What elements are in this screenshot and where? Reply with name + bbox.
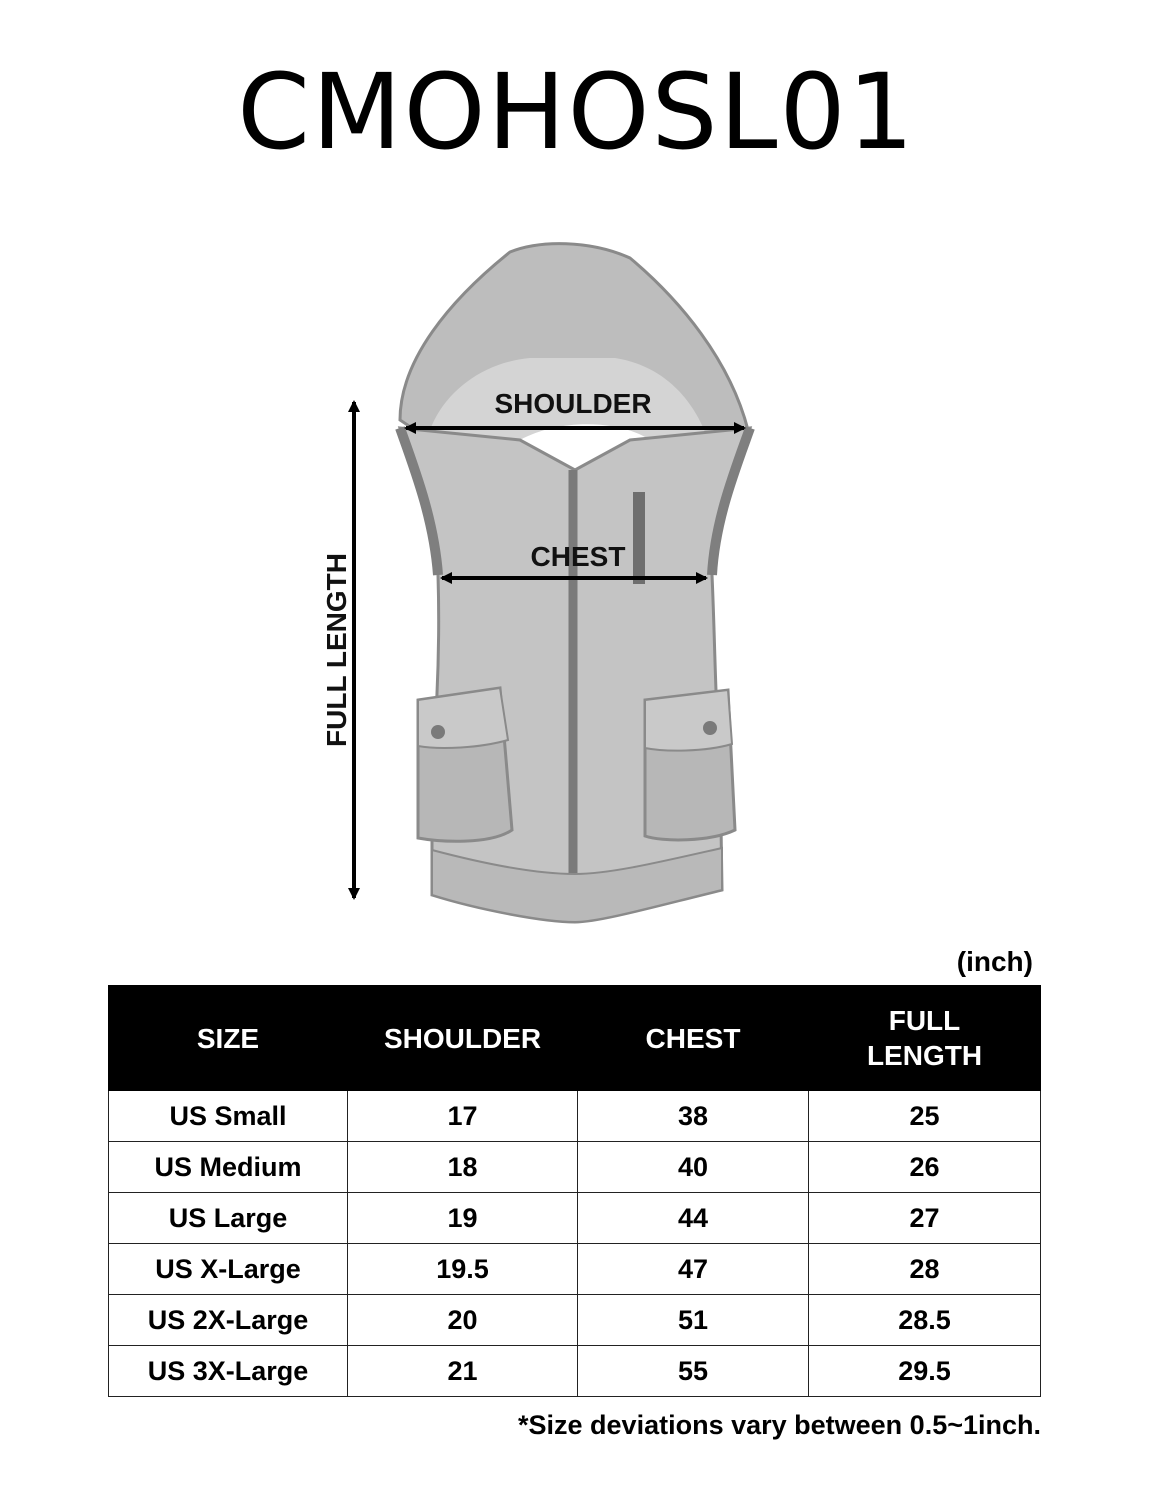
vest-pocket-right-button [703, 721, 717, 735]
table-header-row [109, 986, 1041, 1091]
table-row [109, 1091, 1041, 1142]
full-length-cell: 26 [809, 1142, 1041, 1193]
header-chest: CHEST [578, 986, 809, 1091]
table-row [109, 1346, 1041, 1397]
shoulder-cell: 18 [348, 1142, 578, 1193]
header-full-length: FULL LENGTH [809, 986, 1041, 1091]
header-size: SIZE [109, 986, 348, 1091]
table-row [109, 1244, 1041, 1295]
shoulder-cell: 17 [348, 1091, 578, 1142]
shoulder-label: SHOULDER [494, 388, 652, 419]
header-shoulder: SHOULDER [348, 986, 578, 1091]
size-deviation-note: *Size deviations vary between 0.5~1inch. [518, 1410, 1041, 1440]
full-length-cell: 27 [809, 1193, 1041, 1244]
shoulder-cell: 20 [348, 1295, 578, 1346]
vest-illustration [400, 244, 750, 922]
size-cell: US Medium [109, 1142, 348, 1193]
size-cell: US Small [109, 1091, 348, 1142]
shoulder-cell: 21 [348, 1346, 578, 1397]
size-diagram [0, 230, 1153, 950]
product-code-title: CMOHOSL01 [237, 51, 916, 173]
full-length-cell: 28 [809, 1244, 1041, 1295]
chest-cell: 38 [578, 1091, 809, 1142]
table-row [109, 1142, 1041, 1193]
chest-label: CHEST [530, 541, 626, 572]
chest-cell: 51 [578, 1295, 809, 1346]
table-row [109, 1295, 1041, 1346]
size-cell: US Large [109, 1193, 348, 1244]
shoulder-cell: 19 [348, 1193, 578, 1244]
table-row [109, 1193, 1041, 1244]
vest-pocket-right-flap [645, 690, 732, 751]
full-length-label: FULL LENGTH [321, 553, 352, 747]
vest-chest-pocket [633, 492, 645, 584]
shoulder-cell: 19.5 [348, 1244, 578, 1295]
size-cell: US X-Large [109, 1244, 348, 1295]
chest-cell: 47 [578, 1244, 809, 1295]
chest-cell: 44 [578, 1193, 809, 1244]
unit-label: (inch) [956, 946, 1033, 977]
full-length-cell: 25 [809, 1091, 1041, 1142]
full-length-cell: 29.5 [809, 1346, 1041, 1397]
vest-pocket-left-button [431, 725, 445, 739]
chest-cell: 55 [578, 1346, 809, 1397]
size-cell: US 2X-Large [109, 1295, 348, 1346]
chest-cell: 40 [578, 1142, 809, 1193]
full-length-cell: 28.5 [809, 1295, 1041, 1346]
size-cell: US 3X-Large [109, 1346, 348, 1397]
size-chart-table [108, 985, 1041, 1397]
